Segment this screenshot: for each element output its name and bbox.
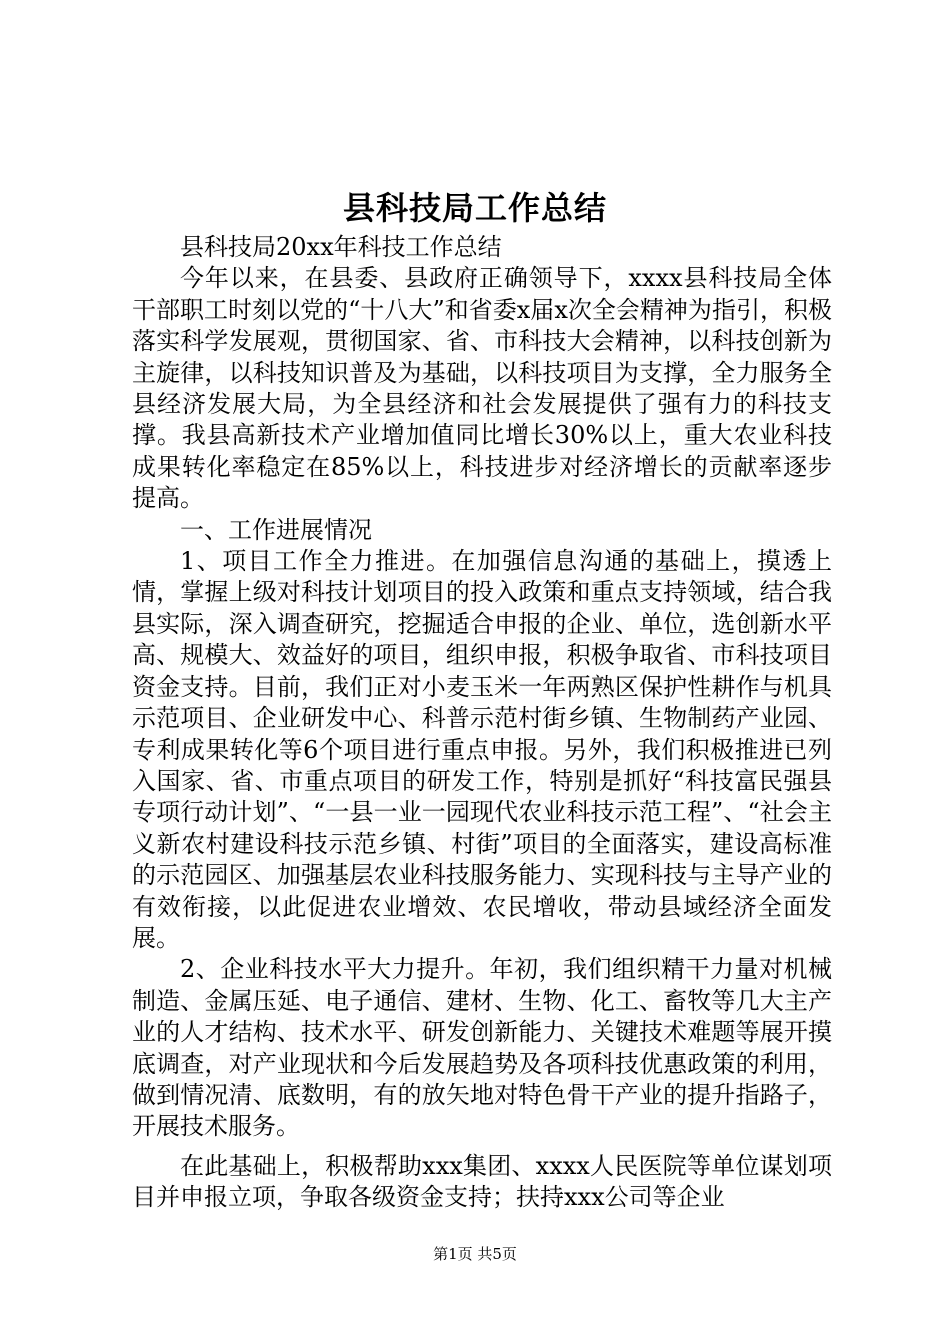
document-body	[132, 232, 832, 1214]
paragraph-item-1: 1、项目工作全力推进。在加强信息沟通的基础上，摸透上情，掌握上级对科技计划项目的投入政策和重点支持领域，结合我县实际，深入调查研究，挖掘适合申报的企业、单位，选创新水平高、规模大、效益好的项目，组织申报，积极争取省、市科技项目资金支持。目前，我们正对小麦玉米一年两熟区保护性耕作与机具示范项目、企业研发中心、科普示范村街乡镇、生物制药产业园、专利成果转化等6个项目进行重点申报。另外，我们积极推进已列入国家、省、市重点项目的研发工作，特别是抓好“科技富民强县专项行动计划”、“一县一业一园现代农业科技示范工程”、“社会主义新农村建设科技示范乡镇、村街”项目的全面落实，建设高标准的示范园区、加强基层农业科技服务能力、实现科技与主导产业的有效衔接，以此促进农业增效、农民增收，带动县域经济全面发展。	[132, 547, 832, 952]
page-footer: 第1页 共5页	[433, 1245, 517, 1263]
paragraph-subtitle: 县科技局20xx年科技工作总结	[180, 233, 502, 261]
section-heading: 一、工作进展情况	[180, 515, 372, 544]
paragraph-continuation: 在此基础上，积极帮助xxx集团、xxxx人民医院等单位谋划项目并申报立项，争取各级资金支持；扶持xxx公司等企业	[132, 1151, 832, 1212]
document-title: 县科技局工作总结	[342, 189, 607, 227]
paragraph-item-2: 2、企业科技水平大力提升。年初，我们组织精干力量对机械制造、金属压延、电子通信、建材、生物、化工、畜牧等几大主产业的人才结构、技术水平、研发创新能力、关键技术难题等展开摸底调查，对产业现状和今后发展趋势及各项科技优惠政策的利用，做到情况清、底数明，有的放矢地对特色骨干产业的提升指路子，开展技术服务。	[132, 955, 832, 1141]
paragraph-intro: 今年以来，在县委、县政府正确领导下，xxxx县科技局全体干部职工时刻以党的“十八大”和省委x届x次全会精神为指引，积极落实科学发展观，贯彻国家、省、市科技大会精神，以科技创新为主旋律，以科技知识普及为基础，以科技项目为支撑，全力服务全县经济发展大局，为全县经济和社会发展提供了强有力的科技支撑。我县高新技术产业增加值同比增长30%以上，重大农业科技成果转化率稳定在85%以上，科技进步对经济增长的贡献率逐步提高。	[132, 264, 832, 513]
